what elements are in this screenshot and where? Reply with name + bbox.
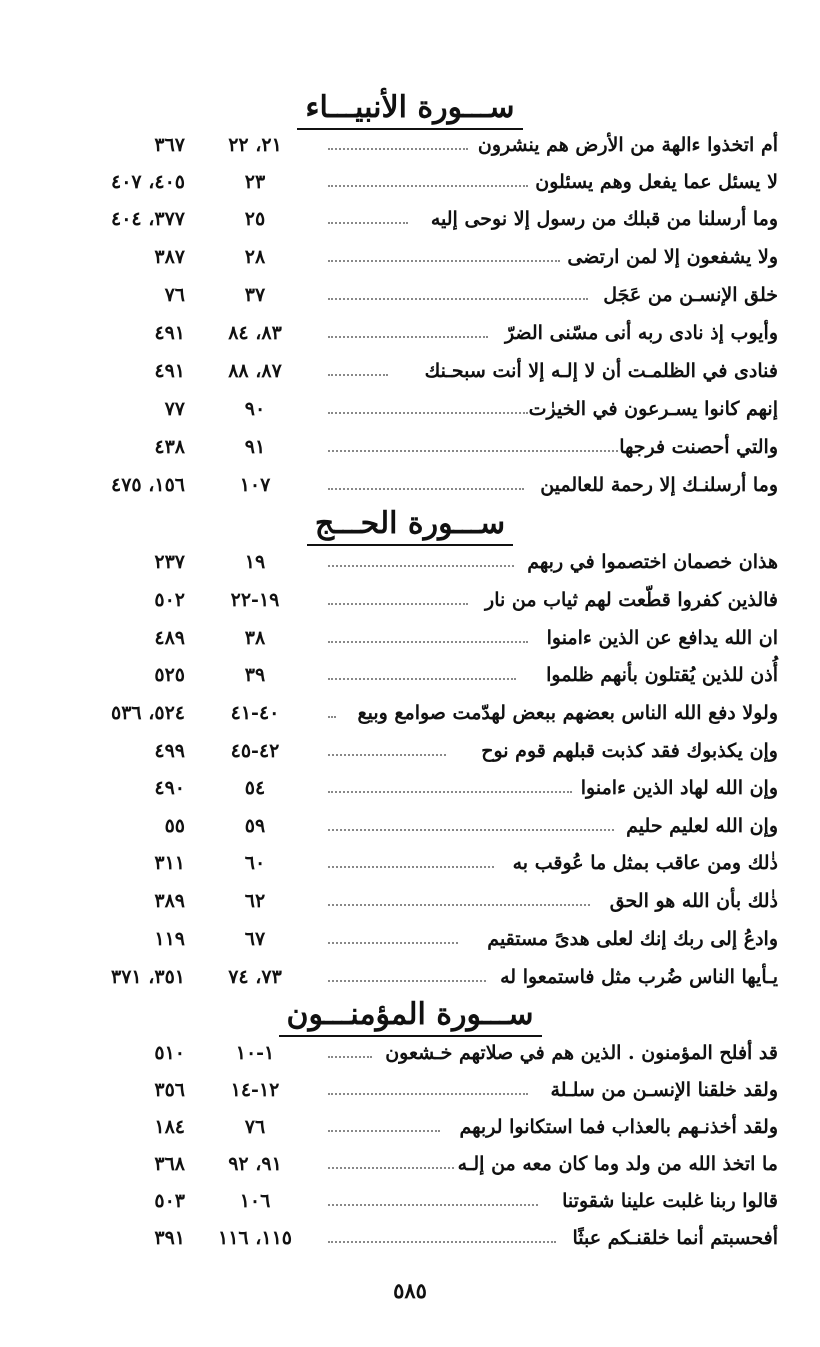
index-entry bbox=[0, 392, 820, 426]
page-reference: ٣٦٧ bbox=[154, 134, 185, 156]
leader-dots bbox=[328, 866, 494, 868]
leader-dots bbox=[328, 942, 458, 944]
ayah-number: ٩١، ٩٢ bbox=[228, 1153, 282, 1175]
section-title-anbiya: ســـورة الأنبيـــاء bbox=[0, 88, 820, 128]
page-reference: ٤٩١ bbox=[154, 360, 185, 382]
ayah-number: ٧٣، ٧٤ bbox=[228, 966, 282, 988]
page-reference: ٥٢٥ bbox=[154, 664, 185, 686]
index-entry bbox=[0, 165, 820, 199]
verse-text: أُذن للذين يُقتلون بأنهم ظلموا bbox=[546, 664, 778, 686]
ayah-number: ٨٧، ٨٨ bbox=[228, 360, 282, 382]
leader-dots bbox=[328, 565, 514, 567]
leader-dots bbox=[328, 904, 590, 906]
leader-dots bbox=[328, 641, 528, 643]
leader-dots bbox=[328, 298, 588, 300]
verse-text: وادعُ إلى ربك إنك لعلى هدىً مستقيم bbox=[487, 928, 778, 950]
leader-dots bbox=[328, 374, 388, 376]
verse-text: ان الله يدافع عن الذين ءامنوا bbox=[546, 627, 778, 649]
index-entry bbox=[0, 696, 820, 730]
page-reference: ٤٠٥، ٤٠٧ bbox=[111, 171, 185, 193]
verse-text: وما أرسلنـك إلا رحمة للعالمين bbox=[540, 474, 778, 496]
ayah-number: ٣٧ bbox=[244, 284, 266, 306]
verse-text: إنهم كانوا يسـرعون في الخيرٰت bbox=[528, 398, 778, 420]
page-reference: ٥٢٤، ٥٣٦ bbox=[111, 702, 185, 724]
index-entry bbox=[0, 621, 820, 655]
index-entry bbox=[0, 468, 820, 502]
index-entry bbox=[0, 809, 820, 843]
page-reference: ٣٥١، ٣٧١ bbox=[111, 966, 185, 988]
page-reference: ١١٩ bbox=[154, 928, 185, 950]
ayah-number: ٤٢-٤٥ bbox=[230, 740, 280, 762]
leader-dots bbox=[328, 488, 524, 490]
page-reference: ٣٨٧ bbox=[154, 246, 185, 268]
leader-dots bbox=[328, 754, 446, 756]
leader-dots bbox=[328, 791, 572, 793]
index-entry bbox=[0, 316, 820, 350]
index-entry bbox=[0, 1036, 820, 1070]
page-reference: ٤٨٩ bbox=[154, 627, 185, 649]
page-reference: ٣٩١ bbox=[154, 1227, 185, 1249]
page-reference: ٤٩٠ bbox=[154, 777, 185, 799]
index-entry bbox=[0, 1073, 820, 1107]
ayah-number: ٣٨ bbox=[244, 627, 266, 649]
verse-text: لا يسئل عما يفعل وهم يسئلون bbox=[535, 171, 778, 193]
verse-text: وإن الله لهاد الذين ءامنوا bbox=[580, 777, 778, 799]
verse-text: قد أفلح المؤمنون . الذين هم في صلاتهم خـشعون bbox=[385, 1042, 778, 1064]
page-reference: ٢٣٧ bbox=[154, 551, 185, 573]
ayah-number: ٧٦ bbox=[244, 1116, 266, 1138]
ayah-number: ١-١٠ bbox=[235, 1042, 275, 1064]
ayah-number: ٢٣ bbox=[244, 171, 266, 193]
index-entry bbox=[0, 583, 820, 617]
ayah-number: ٥٩ bbox=[244, 815, 266, 837]
leader-dots bbox=[328, 450, 618, 452]
page-reference: ٧٧ bbox=[164, 398, 185, 420]
ayah-number: ٤٠-٤١ bbox=[230, 702, 280, 724]
index-entry bbox=[0, 658, 820, 692]
leader-dots bbox=[328, 716, 336, 718]
page-reference: ٥٥ bbox=[164, 815, 185, 837]
leader-dots bbox=[328, 1204, 538, 1206]
leader-dots bbox=[328, 148, 468, 150]
verse-text: وأيوب إذ نادى ربه أنى مسّنى الضرّ bbox=[504, 322, 778, 344]
verse-text: ذٰلك ومن عاقب بمثل ما عُوقب به bbox=[512, 852, 778, 874]
index-entry bbox=[0, 884, 820, 918]
page-reference: ٤٩٩ bbox=[154, 740, 185, 762]
page-reference: ٤٣٨ bbox=[154, 436, 185, 458]
verse-text: ولا يشفعون إلا لمن ارتضى bbox=[567, 246, 778, 268]
ayah-number: ١١٥، ١١٦ bbox=[218, 1227, 292, 1249]
verse-text: أفحسبتم أنما خلقنـكم عبثًا bbox=[572, 1227, 778, 1249]
verse-text: فالذين كفروا قطّعت لهم ثياب من نار bbox=[485, 589, 778, 611]
leader-dots bbox=[328, 336, 488, 338]
index-entry bbox=[0, 1184, 820, 1218]
verse-text: وإن الله لعليم حليم bbox=[626, 815, 778, 837]
leader-dots bbox=[328, 412, 528, 414]
index-entry bbox=[0, 1147, 820, 1181]
verse-text: خلق الإنسـن من عَجَل bbox=[603, 284, 778, 306]
index-entry bbox=[0, 846, 820, 880]
page-reference: ٣١١ bbox=[154, 852, 185, 874]
leader-dots bbox=[328, 185, 528, 187]
index-entry bbox=[0, 960, 820, 994]
verse-text: أم اتخذوا ءالهة من الأرض هم ينشرون bbox=[477, 134, 778, 156]
ayah-number: ٦٢ bbox=[244, 890, 266, 912]
ayah-number: ٣٩ bbox=[244, 664, 266, 686]
page-reference: ٥٠٢ bbox=[154, 589, 185, 611]
verse-text: والتي أحصنت فرجها bbox=[619, 436, 778, 458]
ayah-number: ٦٠ bbox=[244, 852, 266, 874]
verse-text: وإن يكذبوك فقد كذبت قبلهم قوم نوح bbox=[481, 740, 778, 762]
page-reference: ١٥٦، ٤٧٥ bbox=[111, 474, 185, 496]
index-entry bbox=[0, 1221, 820, 1255]
verse-text: ولقد أخذنـهم بالعذاب فما استكانوا لربهم bbox=[459, 1116, 778, 1138]
verse-text: يـأيها الناس ضُرب مثل فاستمعوا له bbox=[500, 966, 778, 988]
leader-dots bbox=[328, 1056, 372, 1058]
ayah-number: ٩٠ bbox=[244, 398, 266, 420]
leader-dots bbox=[328, 222, 408, 224]
ayah-number: ١٠٧ bbox=[239, 474, 271, 496]
page-reference: ١٨٤ bbox=[154, 1116, 185, 1138]
ayah-number: ١٠٦ bbox=[239, 1190, 271, 1212]
page-reference: ٥١٠ bbox=[154, 1042, 185, 1064]
verse-text: فنادى في الظلمـت أن لا إلـه إلا أنت سبحـنك bbox=[424, 360, 778, 382]
leader-dots bbox=[328, 829, 614, 831]
leader-dots bbox=[328, 1167, 454, 1169]
index-entry bbox=[0, 771, 820, 805]
index-entry bbox=[0, 128, 820, 162]
index-entry bbox=[0, 430, 820, 464]
leader-dots bbox=[328, 1130, 440, 1132]
index-entry bbox=[0, 922, 820, 956]
page-reference: ٤٩١ bbox=[154, 322, 185, 344]
ayah-number: ٢٨ bbox=[244, 246, 266, 268]
ayah-number: ٢٥ bbox=[244, 208, 266, 230]
page-reference: ٥٠٣ bbox=[154, 1190, 185, 1212]
section-title-muminun: ســـورة المؤمنـــون bbox=[0, 995, 820, 1035]
ayah-number: ٩١ bbox=[244, 436, 266, 458]
leader-dots bbox=[328, 1241, 556, 1243]
page-number: ٥٨٥ bbox=[393, 1278, 427, 1303]
page-reference: ٣٨٩ bbox=[154, 890, 185, 912]
page-reference: ٣٧٧، ٤٠٤ bbox=[111, 208, 185, 230]
leader-dots bbox=[328, 260, 560, 262]
index-entry bbox=[0, 734, 820, 768]
ayah-number: ٨٣، ٨٤ bbox=[228, 322, 282, 344]
verse-text: قالوا ربنا غلبت علينا شقوتنا bbox=[562, 1190, 778, 1212]
ayah-number: ٥٤ bbox=[244, 777, 266, 799]
page-reference: ٧٦ bbox=[164, 284, 185, 306]
index-entry bbox=[0, 278, 820, 312]
ayah-number: ١٩-٢٢ bbox=[230, 589, 280, 611]
verse-text: ولقد خلقنا الإنسـن من سلـلة bbox=[550, 1079, 778, 1101]
section-title-hajj: ســـورة الحـــج bbox=[0, 504, 820, 544]
index-entry bbox=[0, 545, 820, 579]
page-reference: ٣٦٨ bbox=[154, 1153, 185, 1175]
ayah-number: ٦٧ bbox=[244, 928, 266, 950]
leader-dots bbox=[328, 1093, 528, 1095]
verse-text: هذان خصمان اختصموا في ربهم bbox=[527, 551, 778, 573]
ayah-number: ٢١، ٢٢ bbox=[228, 134, 282, 156]
leader-dots bbox=[328, 980, 486, 982]
verse-text: ذٰلك بأن الله هو الحق bbox=[609, 890, 778, 912]
index-entry bbox=[0, 1110, 820, 1144]
verse-text: ولولا دفع الله الناس بعضهم ببعض لهدّمت صوامع وبيع bbox=[357, 702, 778, 724]
page-reference: ٣٥٦ bbox=[154, 1079, 185, 1101]
verse-text: وما أرسلنا من قبلك من رسول إلا نوحى إليه bbox=[430, 208, 778, 230]
ayah-number: ١٢-١٤ bbox=[230, 1079, 280, 1101]
leader-dots bbox=[328, 603, 468, 605]
index-entry bbox=[0, 202, 820, 236]
verse-text: ما اتخذ الله من ولد وما كان معه من إلـه bbox=[457, 1153, 778, 1175]
index-entry bbox=[0, 240, 820, 274]
leader-dots bbox=[328, 678, 516, 680]
index-entry bbox=[0, 354, 820, 388]
ayah-number: ١٩ bbox=[244, 551, 266, 573]
